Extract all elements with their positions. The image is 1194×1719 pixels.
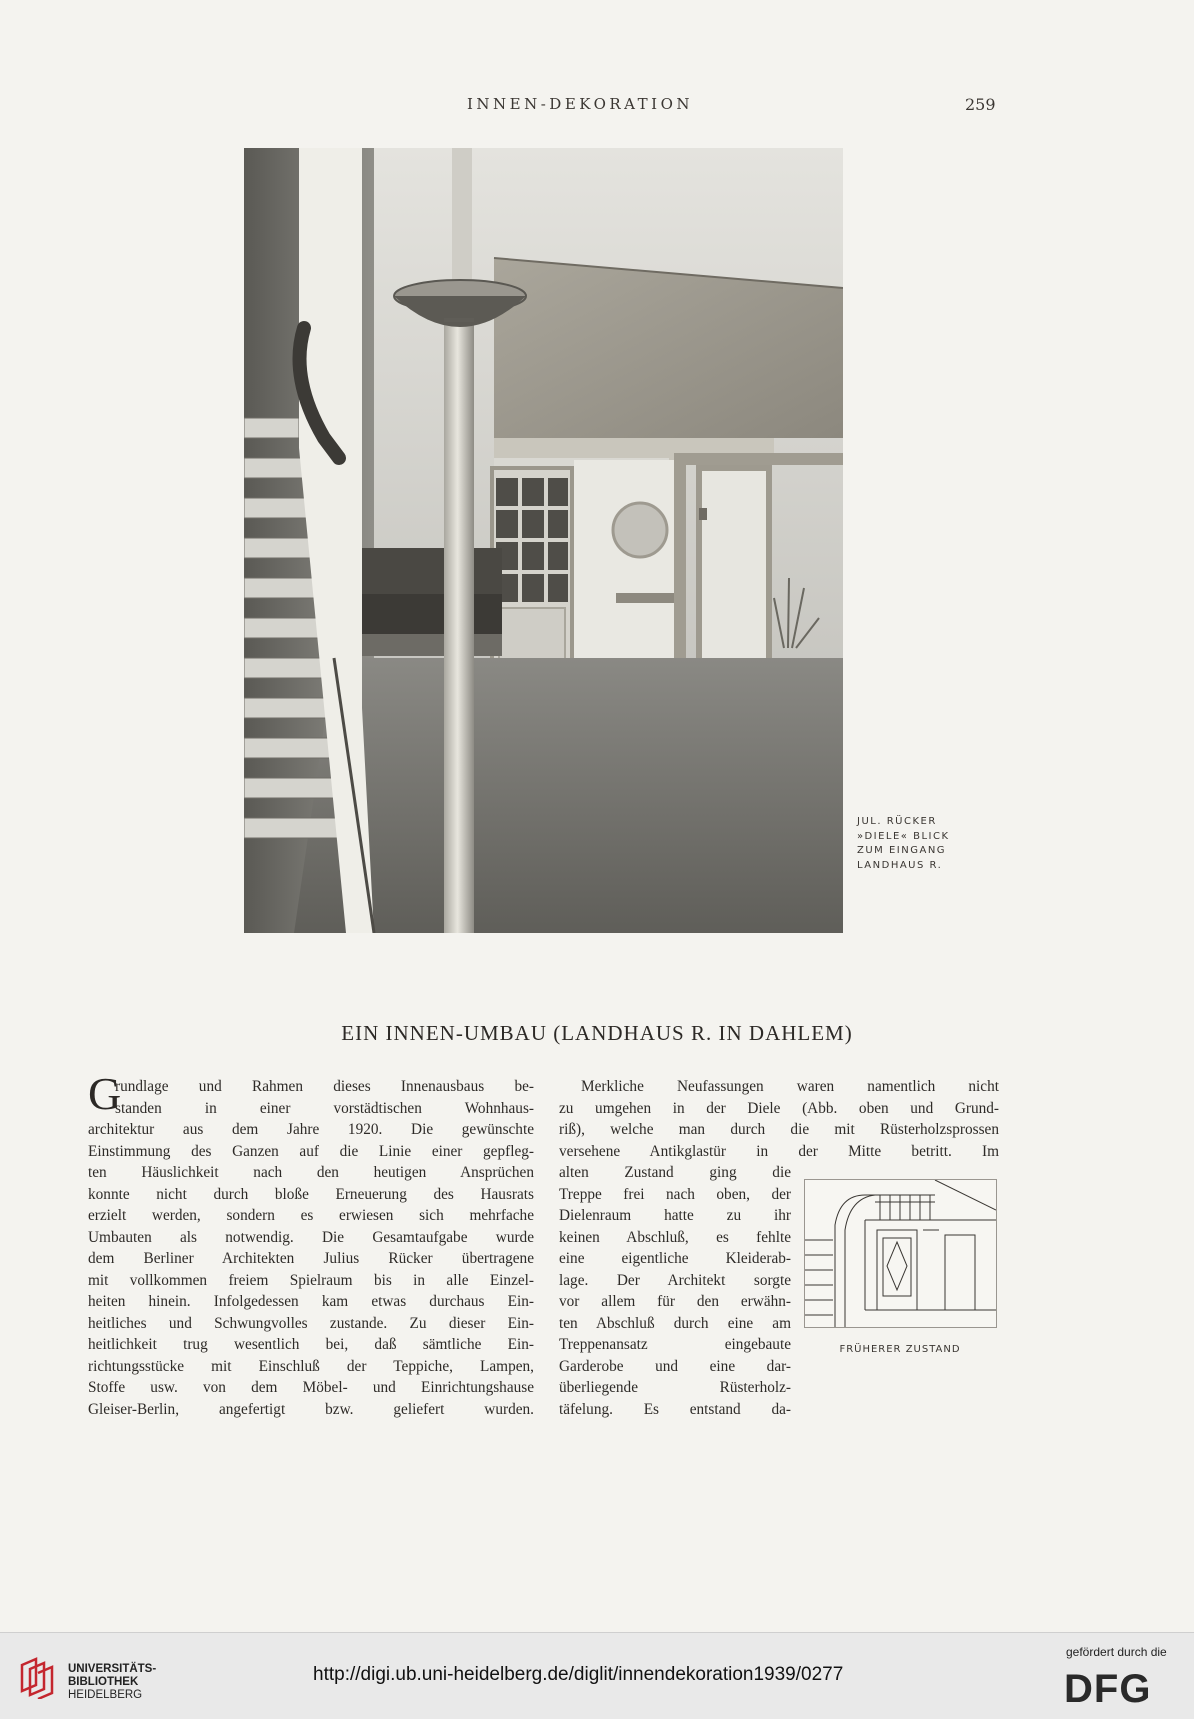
university-library-logo-icon: [14, 1655, 58, 1699]
drop-cap: G: [88, 1068, 122, 1119]
text-line: eine eigentliche Kleiderab-: [559, 1250, 791, 1267]
text-line: überliegende Rüsterholz-: [559, 1379, 791, 1396]
hallway-photo-illustration: [244, 148, 843, 933]
text-line: Garderobe und eine dar-: [559, 1357, 791, 1375]
text-line: riß), welche man durch die mit Rüsterholzsprossen: [559, 1121, 999, 1138]
former-state-sketch: [804, 1179, 997, 1328]
text-line: zu umgehen in der Diele (Abb. oben und Grund-: [559, 1099, 999, 1117]
text-line: richtungsstücke mit Einschluß der Teppiche, Lampen,: [88, 1357, 534, 1375]
right-column-top: [559, 1076, 999, 1162]
text-line: dem Berliner Architekten Julius Rücker übertragene: [88, 1250, 534, 1267]
text-line: alten Zustand ging die: [559, 1164, 791, 1181]
text-line: täfelung. Es entstand da-: [559, 1400, 791, 1418]
text-line: Treppe frei nach oben, der: [559, 1185, 791, 1203]
text-line: vor allem für den erwähn-: [559, 1293, 791, 1310]
caption-line: JUL. RÜCKER: [857, 816, 937, 827]
running-title: INNEN-DEKORATION: [466, 95, 694, 113]
library-name-line: UNIVERSITÄTS-: [68, 1663, 157, 1675]
library-name-line: BIBLIOTHEK: [68, 1676, 139, 1688]
text-line: Dielenraum hatte zu ihr: [559, 1207, 791, 1224]
sketch-caption: FRÜHERER ZUSTAND: [839, 1344, 961, 1355]
text-line: versehene Antikglastür in der Mitte betritt. Im: [559, 1142, 999, 1160]
caption-line: »DIELE« BLICK: [857, 830, 950, 842]
dfg-logo: DFG: [1064, 1667, 1152, 1711]
text-line: mit vollkommen freiem Spielraum bis in alle Einzel-: [88, 1271, 534, 1289]
left-column: [88, 1076, 534, 1420]
text-line: architektur aus dem Jahre 1920. Die gewünschte: [88, 1121, 534, 1138]
interior-photograph: [244, 148, 843, 933]
text-line: Merkliche Neufassungen waren namentlich nicht: [581, 1078, 999, 1095]
text-line: Stoffe usw. von dem Möbel- und Einrichtungshause: [88, 1379, 534, 1396]
hallway-sketch-illustration: [805, 1180, 996, 1327]
text-line: rundlage und Rahmen dieses Innenausbaus be-: [115, 1078, 534, 1095]
funding-label: gefördert durch die: [1066, 1645, 1167, 1659]
digitization-footer: [0, 1632, 1194, 1719]
text-line: Treppenansatz eingebaute: [559, 1336, 791, 1353]
text-line: ten Häuslichkeit nach den heutigen Ansprüchen: [88, 1164, 534, 1181]
article-title: EIN INNEN-UMBAU (LANDHAUS R. IN DAHLEM): [341, 1021, 853, 1045]
text-line: konnte nicht durch bloße Erneuerung des Hausrats: [88, 1185, 534, 1203]
text-line: Einstimmung des Ganzen auf die Linie einer gepfleg-: [88, 1142, 534, 1160]
text-line: standen in einer vorstädtischen Wohnhaus-: [115, 1099, 534, 1117]
text-line: heitliches und Schwungvolles zustande. Zu dieser Ein-: [88, 1314, 534, 1332]
text-line: Gleiser-Berlin, angefertigt bzw. geliefert wurden.: [88, 1400, 534, 1418]
library-name: [68, 1663, 156, 1702]
right-column-narrow: [559, 1162, 791, 1420]
text-line: erzielt werden, sondern es erwiesen sich mehrfache: [88, 1207, 534, 1224]
text-line: Umbauten als notwendig. Die Gesamtaufgabe wurde: [88, 1228, 534, 1246]
page-number: 259: [965, 95, 996, 114]
text-line: ten Abschluß durch eine am: [559, 1314, 791, 1332]
library-name-line: HEIDELBERG: [68, 1689, 143, 1701]
text-line: lage. Der Architekt sorgte: [559, 1271, 791, 1289]
text-line: heitlichkeit trug wesentlich bei, daß sämtliche Ein-: [88, 1336, 534, 1353]
text-line: heiten hinein. Infolgedessen kam etwas durchaus Ein-: [88, 1293, 534, 1310]
caption-line: ZUM EINGANG: [857, 845, 947, 856]
text-line: keinen Abschluß, es fehlte: [559, 1228, 791, 1246]
permalink-url[interactable]: http://digi.ub.uni-heidelberg.de/diglit/innendekoration1939/0277: [313, 1664, 844, 1685]
photo-caption: [857, 815, 967, 873]
caption-line: LANDHAUS R.: [857, 859, 943, 871]
library-logo-mark: [22, 1659, 52, 1699]
